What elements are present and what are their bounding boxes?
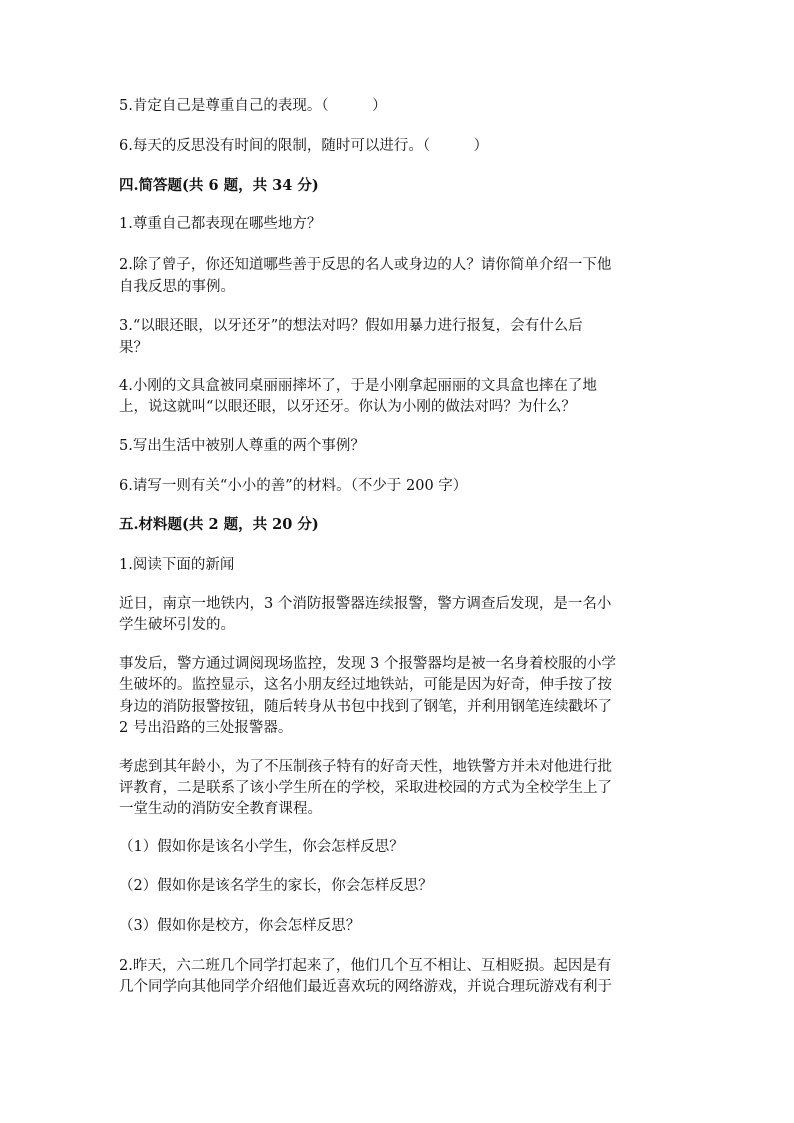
material-1-title: 1.阅读下面的新闻 <box>119 557 235 573</box>
material-2-line-1: 2.昨天，六二班几个同学打起来了，他们几个互不相让、互相贬损。起因是有 <box>119 958 612 974</box>
news-paragraph-2-line-1: 事发后，警方通过调阅现场监控，发现 3 个报警器均是被一名身着校服的小学 <box>119 656 616 672</box>
short-answer-question-6: 6.请写一则有关“小小的善”的材料。（不少于 200 字） <box>119 478 468 494</box>
sub-question-2: （2）假如你是该名学生的家长，你会怎样反思？ <box>119 878 433 894</box>
news-paragraph-2-line-3: 身边的消防报警按钮，随后转身从书包中找到了钢笔，并利用钢笔连续戳坏了 <box>119 699 612 715</box>
judgment-question-5: 5.肯定自己是尊重自己的表现。（ ） <box>119 98 387 114</box>
news-paragraph-1-line-1: 近日，南京一地铁内，3 个消防报警器连续报警，警方调查后发现，是一名小 <box>119 596 612 612</box>
short-answer-question-3-line-1: 3.“以眼还眼，以牙还牙”的想法对吗？假如用暴力进行报复，会有什么后 <box>119 318 583 334</box>
news-paragraph-2-line-2: 生破坏的。监控显示，这名小朋友经过地铁站，可能是因为好奇，伸手按了按 <box>119 677 612 693</box>
news-paragraph-3-line-2: 评教育，二是联系了该小学生所在的学校，采取进校园的方式为全校学生上了 <box>119 780 612 796</box>
news-paragraph-2-line-4: 2 号出沿路的三处报警器。 <box>119 720 293 736</box>
short-answer-question-1: 1.尊重自己都表现在哪些地方？ <box>119 216 322 232</box>
short-answer-question-5: 5.写出生活中被别人尊重的两个事例？ <box>119 438 365 454</box>
sub-question-3: （3）假如你是校方，你会怎样反思？ <box>119 918 361 934</box>
section-4-heading: 四.简答题(共 6 题，共 34 分) <box>119 177 319 194</box>
news-paragraph-3-line-3: 一堂生动的消防安全教育课程。 <box>119 801 322 817</box>
short-answer-question-3-line-2: 果？ <box>119 340 148 356</box>
news-paragraph-1-line-2: 学生破坏引发的。 <box>119 617 235 633</box>
news-paragraph-3-line-1: 考虑到其年龄小，为了不压制孩子特有的好奇天性，地铁警方并未对他进行批 <box>119 759 612 775</box>
section-5-heading: 五.材料题(共 2 题，共 20 分) <box>119 516 319 533</box>
short-answer-question-4-line-1: 4.小刚的文具盒被同桌丽丽摔坏了，于是小刚拿起丽丽的文具盒也摔在了地 <box>119 378 597 394</box>
sub-question-1: （1）假如你是该名小学生，你会怎样反思？ <box>119 839 404 855</box>
material-2-line-2: 几个同学向其他同学介绍他们最近喜欢玩的网络游戏，并说合理玩游戏有利于 <box>119 979 612 995</box>
short-answer-question-2-line-1: 2.除了曾子，你还知道哪些善于反思的名人或身边的人？请你简单介绍一下他 <box>119 257 612 273</box>
judgment-question-6: 6.每天的反思没有时间的限制，随时可以进行。（ ） <box>119 138 489 154</box>
short-answer-question-4-line-2: 上，说这就叫“以眼还眼，以牙还牙。你认为小刚的做法对吗？为什么？ <box>119 399 576 415</box>
short-answer-question-2-line-2: 自我反思的事例。 <box>119 279 235 295</box>
